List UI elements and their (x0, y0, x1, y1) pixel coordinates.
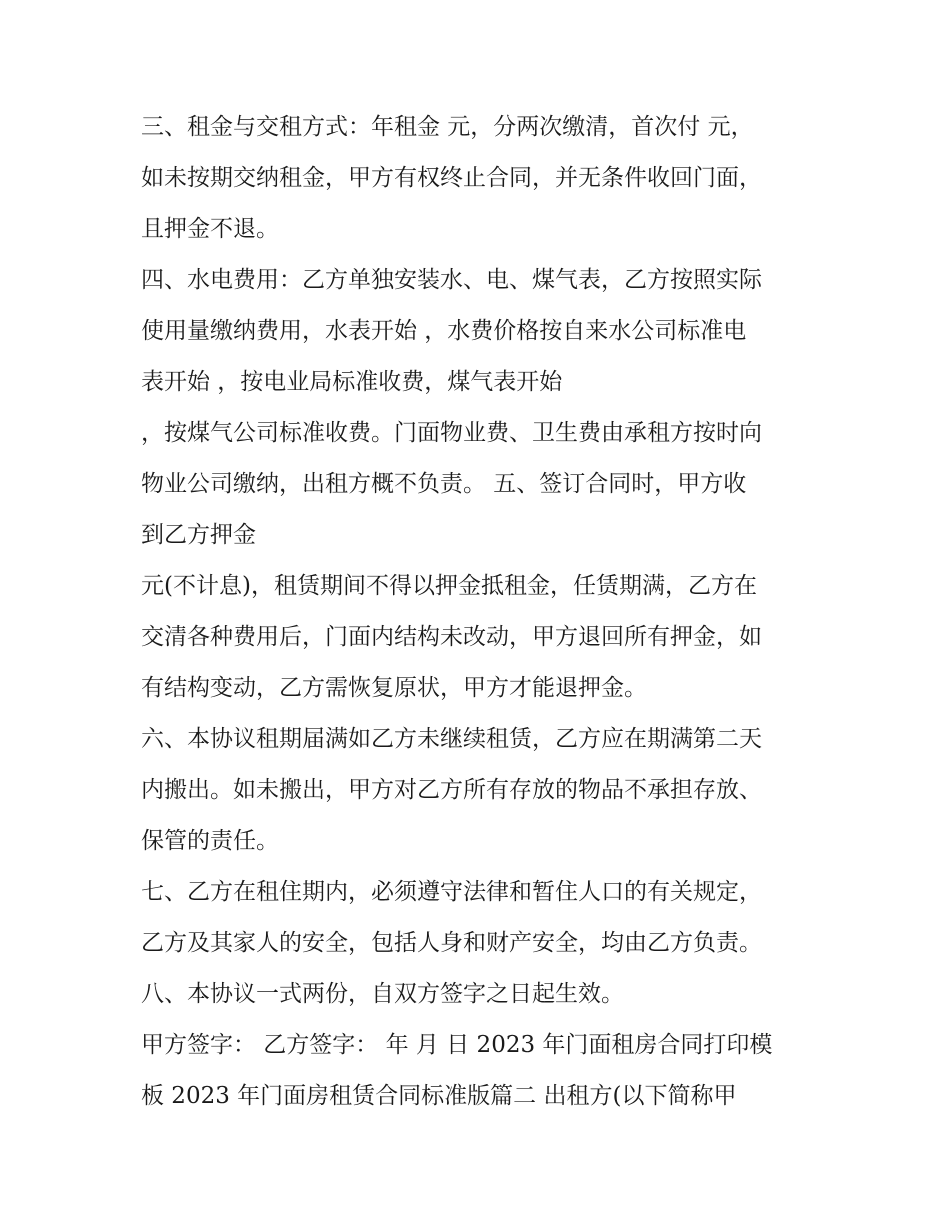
text-line: 甲方签字： 乙方签字： 年 月 日 2023 年门面租房合同打印模 (141, 1032, 773, 1058)
text-line: 七、乙方在租住期内，必须遵守法律和暂住人口的有关规定， (141, 879, 762, 905)
text-line: 保管的责任。 (141, 828, 279, 854)
text-line: 板 2023 年门面房租赁合同标准版篇二 出租方(以下简称甲 (141, 1083, 737, 1109)
text-line: 交清各种费用后，门面内结构未改动，甲方退回所有押金，如 (141, 624, 762, 650)
text-line: 且押金不退。 (141, 216, 279, 242)
text-line: 元(不计息)，租赁期间不得以押金抵租金，任赁期满，乙方在 (141, 573, 757, 599)
text-line: 四、水电费用：乙方单独安装水、电、煤气表，乙方按照实际 (141, 267, 762, 293)
text-line: 乙方及其家人的安全，包括人身和财产安全，均由乙方负责。 (141, 930, 762, 956)
text-line: 内搬出。如未搬出，甲方对乙方所有存放的物品不承担存放、 (141, 777, 762, 803)
contract-text (141, 102, 821, 1122)
text-line: 三、租金与交租方式：年租金 元，分两次缴清，首次付 元， (141, 114, 754, 140)
text-line: 八、本协议一式两份，自双方签字之日起生效。 (141, 981, 624, 1007)
text-line: 六、本协议租期届满如乙方未继续租赁，乙方应在期满第二天 (141, 726, 762, 752)
text-line: ，按煤气公司标准收费。门面物业费、卫生费由承租方按时向 (141, 420, 762, 446)
text-line: 表开始 ，按电业局标准收费，煤气表开始 (141, 369, 563, 395)
text-line: 有结构变动，乙方需恢复原状，甲方才能退押金。 (141, 675, 647, 701)
text-line: 如未按期交纳租金，甲方有权终止合同，并无条件收回门面， (141, 165, 762, 191)
text-line: 物业公司缴纳，出租方概不负责。 五、签订合同时，甲方收 (141, 471, 747, 497)
text-line: 使用量缴纳费用，水表开始 ，水费价格按自来水公司标准电 (141, 318, 747, 344)
text-line: 到乙方押金 (141, 522, 256, 548)
